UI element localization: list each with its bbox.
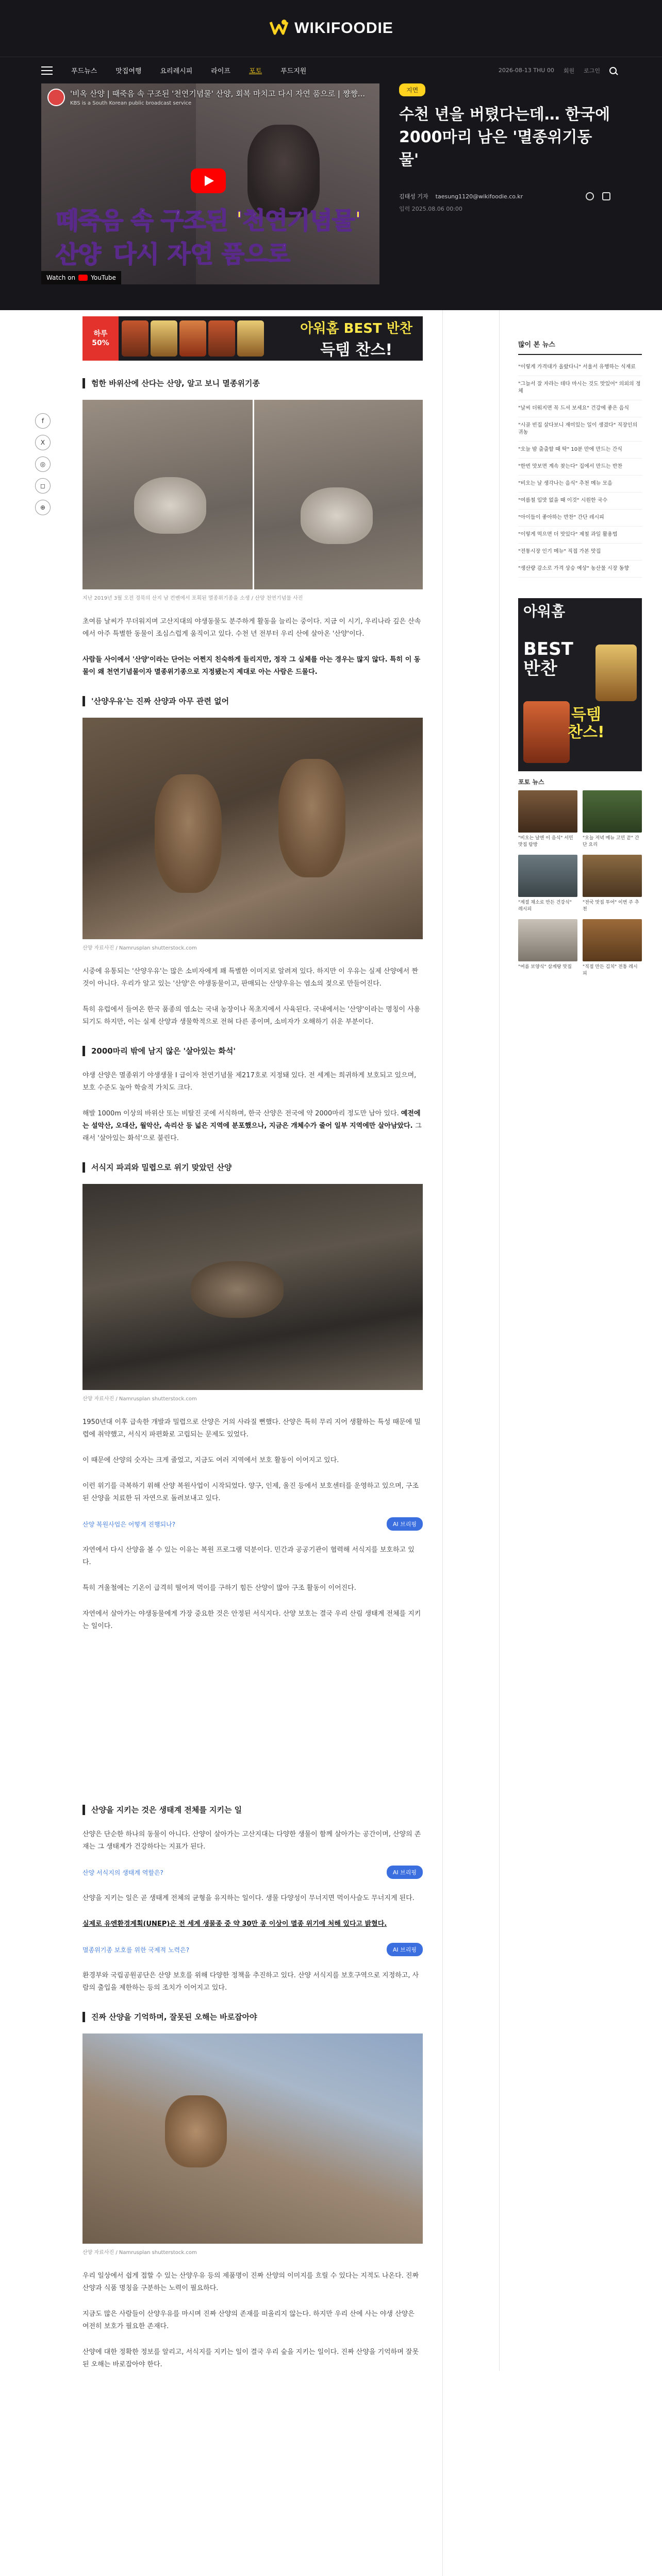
site-header [0, 0, 662, 57]
video-title[interactable]: '비옥 산양 | 때죽음 속 구조된 '천연기념물' 산양, 회복 마치고 다시 자연 품으로 | 쨩쨩... [70, 89, 365, 98]
ad-food-2 [151, 320, 177, 357]
nav-date: 2026-08-13 THU 00 [498, 67, 554, 74]
photo-news-caption: "직접 만든 김치" 전통 레시피 [583, 964, 638, 976]
popular-news-item[interactable]: "여름철 입맛 없을 때 이것" 시원한 국수 [518, 493, 642, 510]
photo-news-thumb [583, 790, 642, 833]
author-name: 김태성 기자 [399, 193, 428, 200]
article-paragraph-19: 산양에 대한 정확한 정보를 알리고, 서식지를 지키는 일이 결국 우리 숲을 지키는 일이다. 진짜 산양을 기억하며 잘못된 오해는 바로잡아야 한다. [82, 2348, 419, 2368]
article-hero [0, 83, 662, 310]
photo-2-caption: 산양 자료사진 / Namrusplan shutterstock.com [82, 945, 197, 951]
ad-banner[interactable] [82, 316, 423, 361]
article-paragraph-12: 자연에서 살아가는 야생동물에게 가장 중요한 것은 안정된 서식지다. 산양 보호는 결국 우리 산림 생태계 전체를 지키는 일이다. [82, 1610, 421, 1630]
sidebar [499, 310, 641, 2371]
ai-question-2-link[interactable]: 산양 서식지의 생태계 역할은? [82, 1869, 163, 1876]
nav-item-photo[interactable]: 포토 [249, 67, 262, 75]
popular-news-item[interactable]: "오늘 밤 출출할 때 딱" 10분 만에 만드는 간식 [518, 442, 642, 459]
ad-food-1 [122, 320, 148, 357]
sidebar-ad-line3: 득템 찬스! [568, 706, 605, 741]
article-paragraph-6 [82, 1108, 423, 1145]
video-header [47, 89, 373, 107]
ai-question-1-link[interactable]: 산양 복원사업은 어떻게 진행되나? [82, 1520, 176, 1528]
popular-news-item[interactable]: "이렇게 가격대가 올랐다니" 서울서 유행하는 식재료 [518, 359, 642, 376]
ai-question-3-link[interactable]: 멸종위기종 보호를 위한 국제적 노력은? [82, 1946, 190, 1954]
article-subheading-5: 산양을 지키는 것은 생태계 전체를 지키는 일 [82, 1805, 423, 1815]
article-subheading-6: 진짜 산양을 기억하며, 잘못된 오해는 바로잡아야 [82, 2012, 423, 2022]
photo-news-title: 포토 뉴스 [518, 778, 544, 786]
photo-news-caption: "비오는 날엔 이 음식" 서민 맛집 탐방 [518, 836, 573, 848]
article-paragraph-8: 이 때문에 산양의 숫자는 크게 줄었고, 지금도 여러 지역에서 보호 활동이 이어지고 있다. [82, 1456, 339, 1464]
nav-items [71, 65, 499, 75]
ad-line1: 아워홈 BEST 반찬 [300, 320, 412, 336]
sidebar-ad-food-1 [523, 701, 570, 763]
photo-2-image[interactable] [82, 718, 423, 939]
article-paragraph-9: 이런 위기를 극복하기 위해 산양 복원사업이 시작되었다. 양구, 인제, 울진 등에서 보호센터를 운영하고 있으며, 구조된 산양을 치료한 뒤 자연으로 돌려보내고 있다. [82, 1482, 419, 1502]
article-paragraph-14: 산양을 지키는 일은 곧 생태계 전체의 균형을 유지하는 일이다. 생물 다양성이 무너지면 먹이사슬도 무너지게 된다. [82, 1894, 415, 1902]
photo-news-grid [518, 790, 642, 977]
nav-link-login[interactable]: 로그인 [584, 67, 600, 74]
popular-news-item[interactable]: "생산량 감소로 가격 상승 예상" 농산물 시장 동향 [518, 561, 642, 578]
popular-news-item[interactable]: "한번 맛보면 계속 찾는다" 집에서 만드는 반찬 [518, 459, 642, 476]
photo-4-image[interactable] [82, 2033, 423, 2244]
ai-briefing-button-2[interactable]: AI 브리핑 [387, 1866, 423, 1879]
article-paragraph-16: 환경부와 국립공원공단은 산양 보호를 위해 다양한 정책을 추진하고 있다. 산양 서식지를 보호구역으로 지정하고, 사람의 출입을 제한하는 등의 조치가 이어지고 있다. [82, 1972, 419, 1992]
content-area [0, 310, 662, 2371]
channel-avatar[interactable] [47, 89, 65, 106]
article-paragraph-1: 초여름 날씨가 무더워지며 고산지대의 야생동물도 분주하게 활동을 늘리는 중이다. 지금 이 시기, 우리나라 깊은 산속에서 아주 특별한 동물이 조심스럽게 움직이고 있다. 수천 년 전부터 우리 산에 살아온 '산양'이다. [82, 618, 421, 638]
article-photo-4 [82, 2033, 423, 2257]
x-share-icon[interactable]: X [35, 435, 51, 450]
column-divider [442, 310, 443, 2576]
article-subheading-3: 2000마리 밖에 남지 않은 '살아있는 화석' [82, 1046, 423, 1056]
popular-news-item[interactable]: "아이들이 좋아하는 반찬" 간단 레시피 [518, 510, 642, 527]
article-paragraph-2: 사람들 사이에서 '산양'이라는 단어는 어쩐지 친숙하게 들리지만, 정작 그 실체를 아는 경우는 많지 않다. 특히 이 동물이 왜 천연기념물이자 멸종위기종으로 지정됐는지 제대로 아는 사람은 드물다. [82, 656, 421, 676]
article-photo-1 [82, 400, 423, 602]
photo-4-caption: 산양 자료사진 / Namrusplan shutterstock.com [82, 2250, 197, 2256]
section-badge[interactable]: 지면 [399, 83, 425, 96]
para15-underlined: 실제로 유엔환경계획(UNEP)은 전 세계 생물종 중 약 30만 종 이상이 멸종 위기에 처해 있다고 밝혔다. [82, 1920, 387, 1928]
sidebar-ad[interactable] [518, 598, 642, 771]
youtube-embed[interactable] [41, 83, 379, 284]
popular-news-item[interactable]: "전통시장 인기 메뉴" 직접 가본 맛집 [518, 544, 642, 561]
photo-news-item[interactable] [518, 919, 577, 977]
hero-info [399, 83, 610, 310]
photo-news-item[interactable] [583, 919, 642, 977]
photo-news-thumb [583, 855, 642, 897]
article-date: 입력 2025.08.06 00:00 [399, 206, 462, 212]
ai-question-2 [82, 1866, 423, 1879]
share-icon[interactable] [586, 192, 594, 200]
photo-3-caption: 산양 자료사진 / Namrusplan shutterstock.com [82, 1396, 197, 1402]
popular-news-item[interactable]: "날씨 더워지면 꼭 드셔 보세요" 건강에 좋은 음식 [518, 400, 642, 417]
photo-news-caption: "오늘 저녁 메뉴 고민 끝" 간단 요리 [583, 836, 639, 848]
search-icon[interactable] [609, 67, 617, 74]
popular-news-list [518, 359, 642, 578]
nav-link-member[interactable]: 회원 [563, 67, 575, 74]
ad-line2: 득템 찬스! [320, 341, 393, 359]
print-icon[interactable] [602, 192, 610, 200]
article-meta [399, 192, 610, 200]
nav-right [499, 66, 617, 75]
photo-news-thumb [518, 919, 577, 961]
article-paragraph-3: 시중에 유통되는 '산양우유'는 많은 소비자에게 꽤 특별한 이미지로 알려져 있다. 하지만 이 우유는 실제 산양에서 짠 것이 아니다. 우리가 알고 있는 '산양'은 야생동물이고, 판매되는 산양우유는 염소의 젖으로 만들어진다. [82, 968, 418, 988]
para6-pre: 해발 1000m 이상의 바위산 또는 비탈진 곳에 서식하며, 한국 산양은 전국에 약 2000마리 정도만 남아 있다. [82, 1110, 401, 1117]
photo-news-caption: "계절 채소로 만든 건강식" 레시피 [518, 900, 572, 912]
hamburger-menu-icon[interactable] [41, 66, 53, 75]
article-paragraph-7: 1950년대 이후 급속한 개발과 밀렵으로 산양은 거의 사라질 뻔했다. 산양은 특히 무리 지어 생활하는 특성 때문에 밀렵에 취약했고, 서식지 파편화로 고립되는 문제도 있었다. [82, 1418, 421, 1438]
site-name: WIKIFOODIE [294, 20, 393, 37]
photo-news-thumb [518, 855, 577, 897]
author-email[interactable]: taesung1120@wikifoodie.co.kr [435, 193, 523, 200]
photo-news-thumb [518, 790, 577, 833]
photo-1-caption: 지난 2019년 3월 오전 경북의 산지 남 컨벤에서 포획된 멸종위기종을 소생 / 산양 천연기념물 사진 [82, 596, 303, 601]
site-logo[interactable] [269, 18, 393, 39]
article-paragraph-5: 야생 산양은 멸종위기 야생생물 I 급이자 천연기념물 제217호로 지정돼 있다. 전 세계는 희귀하게 보호되고 있으며, 보호 수준도 높아 학술적 가치도 크다. [82, 1072, 417, 1092]
sidebar-ad-line2: BEST 반찬 [523, 639, 573, 679]
video-channel: KBS is a South Korean public broadcast service [70, 100, 192, 106]
logo-icon [269, 18, 289, 39]
ad-food-4 [208, 320, 235, 357]
para6-post: 그래서 '살아있는 화석'으로 불린다. [82, 1122, 422, 1142]
photo-news-thumb [583, 919, 642, 961]
video-caption-1b: '천연기념물' 산양 [56, 207, 361, 268]
article-paragraph-17: 우리 일상에서 쉽게 접할 수 있는 산양우유 등의 제품명이 진짜 산양의 이미지를 흐릴 수 있다는 지적도 나온다. 진짜 산양과 식품 명칭을 구분하는 노력이 필요하다. [82, 2272, 419, 2292]
ad-food-images [119, 320, 267, 357]
photo-news-caption: "여름 보양식" 삼계탕 맛집 [518, 964, 572, 970]
popular-news-item[interactable]: "그늘서 잘 자라는 데다 마시는 것도 맛있어" 의외의 정체 [518, 376, 642, 400]
ad-food-3 [179, 320, 206, 357]
kakao-share-icon[interactable]: ◎ [35, 456, 51, 472]
nav-item-food-support[interactable]: 푸드지원 [280, 67, 307, 75]
nav-item-food-news[interactable]: 푸드뉴스 [71, 67, 97, 75]
sidebar-ad-food-2 [595, 645, 637, 701]
ai-briefing-button-3[interactable]: AI 브리핑 [387, 1943, 423, 1956]
photo-news-item[interactable] [518, 790, 577, 849]
photo-news-item[interactable] [583, 855, 642, 913]
article-title: 수천 년을 버텼다는데… 한국에 2000마리 남은 '멸종위기동물' [399, 106, 610, 169]
copy-link-icon[interactable]: ◻ [35, 478, 51, 494]
article-date-row [399, 205, 610, 213]
nav-item-life[interactable]: 라이프 [211, 67, 230, 75]
photo-news-caption: "전국 맛집 투어" 이번 주 추천 [583, 900, 639, 912]
ad-food-5 [237, 320, 264, 357]
youtube-brand: YouTube [91, 274, 116, 281]
youtube-logo-icon [78, 275, 88, 281]
share-rail [35, 413, 51, 515]
video-caption-1a: 떼죽음 속 구조된 [56, 207, 236, 234]
article-paragraph-4: 특히 유럽에서 들여온 한국 품종의 염소는 국내 농장이나 목초지에서 사육된다. 국내에서는 '산양'이라는 명칭이 사용되기도 하지만, 이는 실제 산양과 생물학적으로 전혀 다른 종이며, 소비자가 오해하기 쉬운 부분이다. [82, 1006, 421, 1026]
ai-question-3 [82, 1943, 423, 1956]
main-nav [0, 57, 662, 83]
photo-1-right [253, 400, 423, 589]
watch-on-youtube[interactable] [41, 271, 121, 284]
more-share-icon[interactable]: ⊕ [35, 500, 51, 515]
article-paragraph-18: 지금도 많은 사람들이 산양우유를 마시며 진짜 산양의 존재를 떠올리지 않는다. 하지만 우리 산에 사는 야생 산양은 여전히 보호가 필요한 존재다. [82, 2310, 415, 2330]
popular-news-item[interactable]: "이렇게 먹으면 더 맛있다" 제철 과일 활용법 [518, 527, 642, 544]
meta-icons [586, 192, 610, 200]
article-photo-2 [82, 718, 423, 952]
article-paragraph-10: 자연에서 다시 산양을 볼 수 있는 이유는 복원 프로그램 덕분이다. 민간과 공공기관이 협력해 서식지를 보호하고 있다. [82, 1546, 415, 1566]
para6-bold: 예전에는 설악산, 오대산, 월악산, 속리산 등 넓은 지역에 분포했으나, 지금은 개체수가 줄어 일부 지역에만 살아남았다. [82, 1110, 421, 1130]
video-caption-line2: 다시 자연 품으로 [113, 240, 291, 268]
article-paragraph-15 [82, 1918, 423, 1930]
popular-news-item[interactable]: "시골 빈집 살다보니 재미있는 일이 생겼다" 직장인의 귀농 [518, 417, 642, 442]
popular-news-item[interactable]: "비오는 날 생각나는 음식" 추천 메뉴 모음 [518, 476, 642, 493]
photo-1-image[interactable] [82, 400, 423, 589]
nav-item-restaurant-travel[interactable]: 맛집여행 [115, 67, 142, 75]
ai-briefing-button-1[interactable]: AI 브리핑 [387, 1517, 423, 1531]
article-subheading-1: 험한 바위산에 산다는 산양, 알고 보니 멸종위기종 [82, 378, 423, 388]
facebook-share-icon[interactable]: f [35, 413, 51, 429]
article-paragraph-11: 특히 겨울철에는 기온이 급격히 떨어져 먹이를 구하기 힘든 산양이 많아 구조 활동이 이어진다. [82, 1584, 356, 1592]
article-photo-3 [82, 1184, 423, 1403]
ad-text [300, 318, 423, 360]
photo-news-item[interactable] [518, 855, 577, 913]
photo-news-item[interactable] [583, 790, 642, 849]
play-button-icon[interactable] [191, 168, 226, 193]
ai-question-1 [82, 1517, 423, 1531]
watch-on-label: Watch on [46, 274, 76, 281]
article-body [82, 310, 479, 2371]
article-subheading-4: 서식지 파괴와 밀렵으로 위기 맞았던 산양 [82, 1162, 423, 1173]
photo-1-left [82, 400, 253, 589]
popular-news-title: 많이 본 뉴스 [518, 339, 642, 355]
photo-3-image[interactable] [82, 1184, 423, 1390]
article-paragraph-13: 산양은 단순한 하나의 동물이 아니다. 산양이 살아가는 고산지대는 다양한 생물이 함께 살아가는 공간이며, 산양의 존재는 그 생태계가 건강하다는 지표가 된다. [82, 1831, 421, 1851]
ad-spacer [82, 1633, 479, 1787]
ad-discount: 하루 50% [82, 316, 119, 361]
nav-item-recipes[interactable]: 요리레시피 [160, 67, 193, 75]
article-subheading-2: '산양우유'는 진짜 산양과 아무 관련 없어 [82, 696, 423, 706]
sidebar-ad-line1: 아워홈 [523, 603, 566, 620]
